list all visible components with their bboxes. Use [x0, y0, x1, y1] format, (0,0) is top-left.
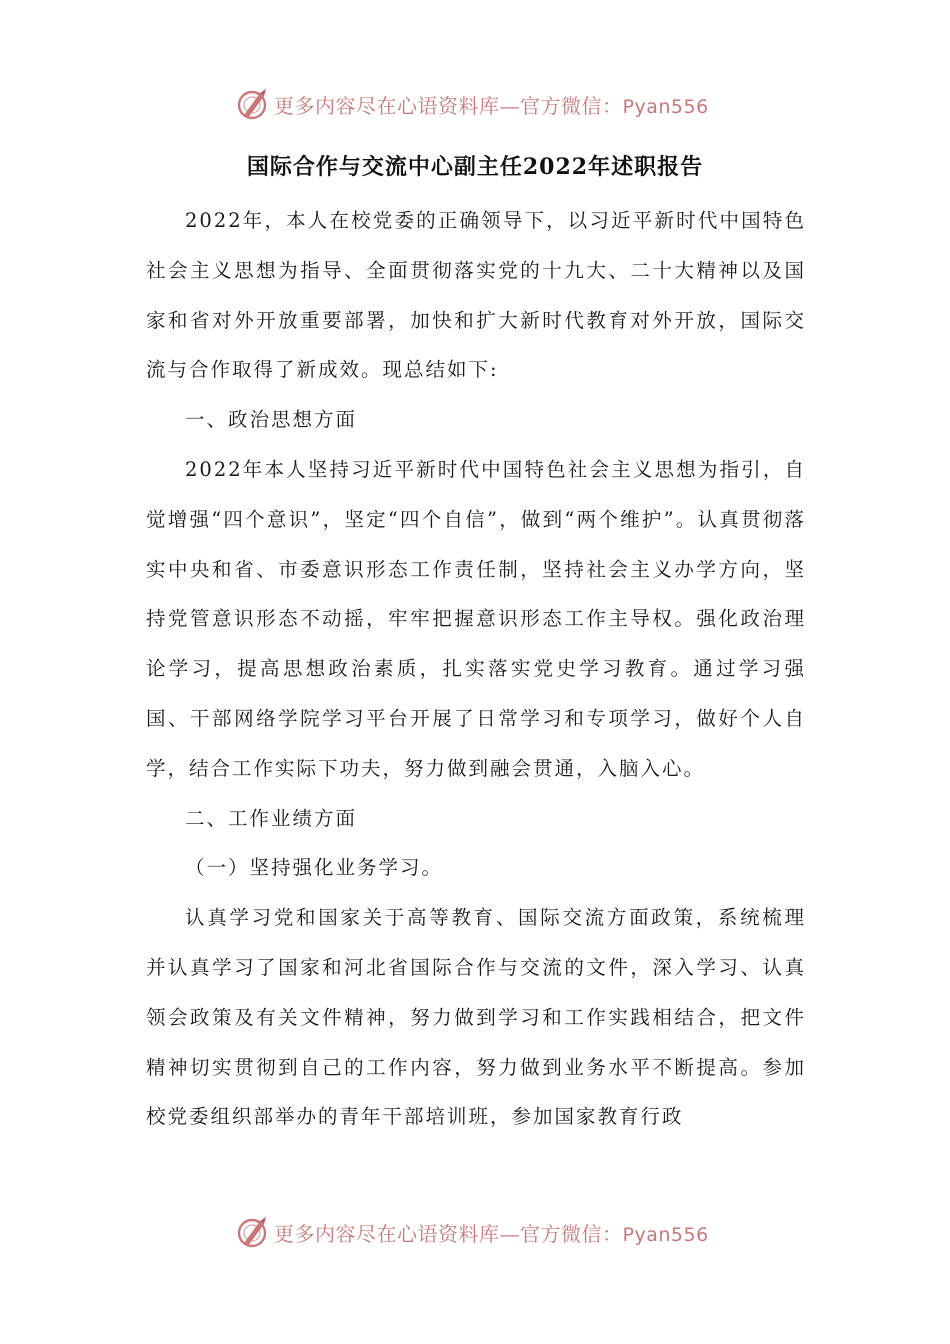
banner-wechat-id: Pyan556 — [622, 1223, 709, 1246]
paragraph-political: 2022年本人坚持习近平新时代中国特色社会主义思想为指引，自觉增强“四个意识”，坚定“四个自信”，做到“两个维护”。认真贯彻落实中央和省、市委意识形态工作责任制，坚持社会主义办学方向，坚持党管意识形态不动摇，牢牢把握意识形态工作主导权。强化政治理论学习，提高思想政治素质，扎实落实党史学习教育。通过学习强国、干部网络学院学习平台开展了日常学习和专项学习，做好个人自学，结合工作实际下功夫，努力做到融会贯通，入脑入心。 — [146, 457, 806, 780]
header-watermark-banner — [236, 84, 716, 124]
document-body — [146, 196, 806, 1142]
banner-wechat-label: 官方微信： — [520, 1221, 623, 1246]
banner-slogan: 更多内容尽在心语资料库 — [274, 1221, 500, 1246]
footer-watermark-banner — [236, 1212, 716, 1252]
heading-performance: 二、工作业绩方面 — [185, 806, 358, 830]
banner-text — [274, 90, 709, 119]
pen-logo-icon — [236, 87, 270, 121]
banner-dash: — — [499, 1221, 520, 1246]
banner-slogan: 更多内容尽在心语资料库 — [274, 93, 500, 118]
banner-dash: — — [499, 93, 520, 118]
heading-political: 一、政治思想方面 — [185, 408, 358, 432]
pen-logo-icon — [236, 1215, 270, 1249]
paragraph-intro: 2022年，本人在校党委的正确领导下，以习近平新时代中国特色社会主义思想为指导、全面贯彻落实党的十九大、二十大精神以及国家和省对外开放重要部署，加快和扩大新时代教育对外开放，国际交流与合作取得了新成效。现总结如下: — [146, 209, 806, 382]
subheading-study: （一）坚持强化业务学习。 — [185, 856, 444, 880]
document-title: 国际合作与交流中心副主任2022年述职报告 — [246, 154, 704, 180]
banner-wechat-label: 官方微信： — [520, 93, 623, 118]
banner-wechat-id: Pyan556 — [622, 95, 709, 118]
paragraph-study: 认真学习党和国家关于高等教育、国际交流方面政策，系统梳理并认真学习了国家和河北省国际合作与交流的文件，深入学习、认真领会政策及有关文件精神，努力做到学习和工作实践相结合，把文件精神切实贯彻到自己的工作内容，努力做到业务水平不断提高。参加校党委组织部举办的青年干部培训班，参加国家教育行政 — [146, 906, 806, 1129]
banner-text — [274, 1218, 709, 1247]
